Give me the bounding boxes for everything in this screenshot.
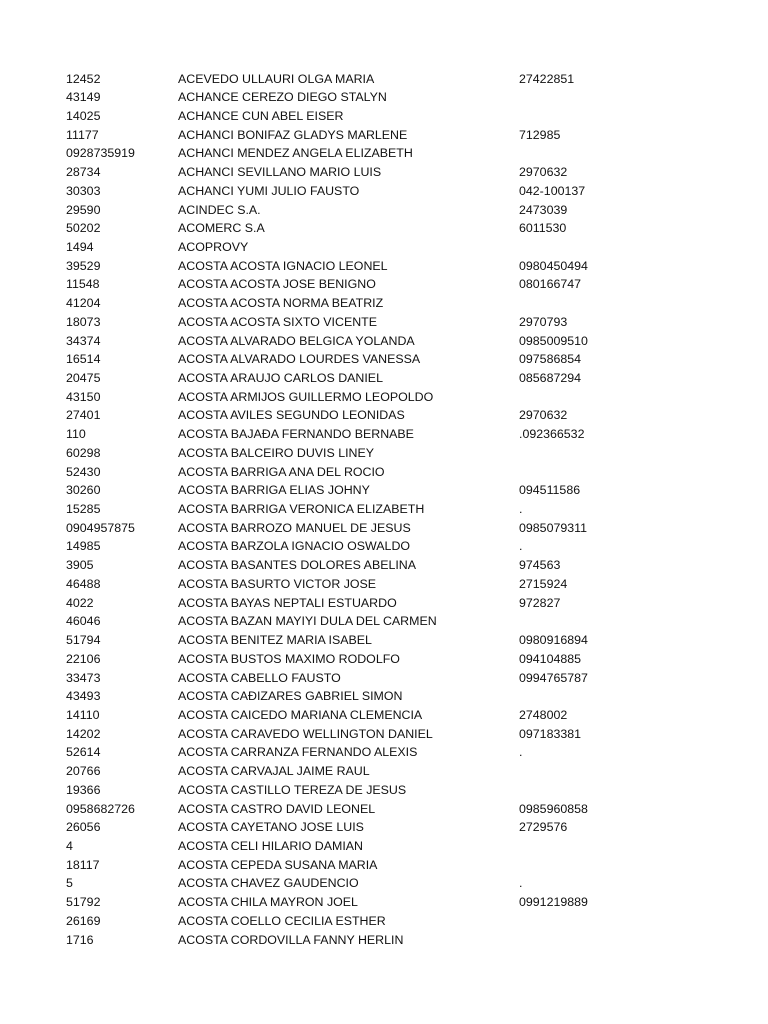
table-row <box>0 369 768 388</box>
row-code: 34374 <box>66 333 101 348</box>
row-name: ACOSTA BARRIGA VERONICA ELIZABETH <box>178 502 425 517</box>
row-code: 43150 <box>66 389 101 404</box>
row-code: 5 <box>66 876 73 891</box>
row-name: ACOSTA ACOSTA IGNACIO LEONEL <box>178 258 388 273</box>
table-row <box>0 294 768 313</box>
table-row <box>0 388 768 407</box>
row-phone: 0985960858 <box>519 801 588 816</box>
table-row <box>0 537 768 556</box>
row-code: 33473 <box>66 670 101 685</box>
row-code: 28734 <box>66 165 101 180</box>
row-code: 60298 <box>66 445 101 460</box>
row-name: ACOSTA COELLO CECILIA ESTHER <box>178 913 386 928</box>
table-row <box>0 332 768 351</box>
row-code: 0958682726 <box>66 801 135 816</box>
table-row <box>0 912 768 931</box>
row-name: ACHANCE CEREZO DIEGO STALYN <box>178 90 387 105</box>
row-code: 41204 <box>66 296 101 311</box>
table-row <box>0 575 768 594</box>
row-code: 43493 <box>66 689 101 704</box>
row-code: 1716 <box>66 932 94 947</box>
row-phone: 0985009510 <box>519 333 588 348</box>
row-name: ACOMERC S.A <box>178 221 265 236</box>
table-row <box>0 706 768 725</box>
table-row <box>0 500 768 519</box>
row-code: 15285 <box>66 502 101 517</box>
row-phone: 2715924 <box>519 576 568 591</box>
row-name: ACOSTA CASTRO DAVID LEONEL <box>178 801 376 816</box>
row-code: 51794 <box>66 633 101 648</box>
row-code: 0904957875 <box>66 520 135 535</box>
row-phone: 2970632 <box>519 408 568 423</box>
row-name: ACEVEDO ULLAURI OLGA MARIA <box>178 71 375 86</box>
table-row <box>0 556 768 575</box>
row-code: 1494 <box>66 239 94 254</box>
row-phone: 097586854 <box>519 352 582 367</box>
row-name: ACOSTA BARROZO MANUEL DE JESUS <box>178 520 411 535</box>
table-row <box>0 612 768 631</box>
table-row <box>0 519 768 538</box>
row-name: ACOSTA CAYETANO JOSE LUIS <box>178 820 364 835</box>
table-row <box>0 800 768 819</box>
table-row <box>0 931 768 950</box>
row-name: ACOSTA BAJAÐA FERNANDO BERNABE <box>178 427 414 442</box>
row-name: ACOSTA BARRIGA ANA DEL ROCIO <box>178 464 385 479</box>
row-phone: . <box>519 745 523 760</box>
row-code: 43149 <box>66 90 101 105</box>
table-row <box>0 107 768 126</box>
row-name: ACOSTA CORDOVILLA FANNY HERLIN <box>178 932 404 947</box>
row-name: ACHANCE CUN ABEL EISER <box>178 108 344 123</box>
row-name: ACOSTA CAÐIZARES GABRIEL SIMON <box>178 689 403 704</box>
table-row <box>0 144 768 163</box>
row-phone: 097183381 <box>519 726 582 741</box>
row-name: ACOSTA ACOSTA NORMA BEATRIZ <box>178 296 384 311</box>
table-row <box>0 594 768 613</box>
table-row <box>0 743 768 762</box>
row-code: 18117 <box>66 857 100 872</box>
row-phone: .092366532 <box>519 427 585 442</box>
table-row <box>0 88 768 107</box>
row-code: 26056 <box>66 820 101 835</box>
table-row <box>0 631 768 650</box>
table-row <box>0 126 768 145</box>
row-phone: 094511586 <box>519 483 581 498</box>
row-code: 11548 <box>66 277 100 292</box>
row-code: 52614 <box>66 745 101 760</box>
row-code: 0928735919 <box>66 146 135 161</box>
row-phone: 0994765787 <box>519 670 588 685</box>
table-row <box>0 874 768 893</box>
row-code: 29590 <box>66 202 101 217</box>
row-phone: 974563 <box>519 558 561 573</box>
table-row <box>0 70 768 89</box>
row-name: ACOSTA BALCEIRO DUVIS LINEY <box>178 445 375 460</box>
table-row <box>0 257 768 276</box>
row-code: 26169 <box>66 913 101 928</box>
contact-list-table <box>0 70 768 950</box>
table-row <box>0 313 768 332</box>
table-row <box>0 856 768 875</box>
table-row <box>0 163 768 182</box>
row-code: 14110 <box>66 707 100 722</box>
row-code: 39529 <box>66 258 101 273</box>
table-row <box>0 687 768 706</box>
row-code: 3905 <box>66 558 94 573</box>
row-code: 4022 <box>66 595 94 610</box>
table-row <box>0 444 768 463</box>
row-name: ACOSTA CHILA MAYRON JOEL <box>178 895 358 910</box>
row-phone: 080166747 <box>519 277 582 292</box>
row-name: ACOSTA BASURTO VICTOR JOSE <box>178 576 377 591</box>
row-name: ACOSTA ARMIJOS GUILLERMO LEOPOLDO <box>178 389 434 404</box>
table-row <box>0 781 768 800</box>
row-name: ACOSTA CARVAJAL JAIME RAUL <box>178 764 370 779</box>
table-row <box>0 201 768 220</box>
row-name: ACOSTA CARRANZA FERNANDO ALEXIS <box>178 745 418 760</box>
row-code: 19366 <box>66 782 101 797</box>
row-name: ACHANCI YUMI JULIO FAUSTO <box>178 183 360 198</box>
row-phone: . <box>519 876 523 891</box>
row-name: ACOSTA CASTILLO TEREZA DE JESUS <box>178 782 407 797</box>
row-name: ACOSTA CHAVEZ GAUDENCIO <box>178 876 359 891</box>
row-name: ACOSTA BAZAN MAYIYI DULA DEL CARMEN <box>178 614 437 629</box>
row-name: ACOSTA BARRIGA ELIAS JOHNY <box>178 483 370 498</box>
table-row <box>0 182 768 201</box>
row-name: ACOSTA CARAVEDO WELLINGTON DANIEL <box>178 726 433 741</box>
row-name: ACOSTA ACOSTA SIXTO VICENTE <box>178 314 377 329</box>
row-phone: 0980916894 <box>519 633 588 648</box>
row-phone: 2729576 <box>519 820 568 835</box>
row-code: 30303 <box>66 183 101 198</box>
row-phone: 2748002 <box>519 707 568 722</box>
row-code: 16514 <box>66 352 101 367</box>
row-code: 18073 <box>66 314 101 329</box>
row-name: ACOSTA ALVARADO LOURDES VANESSA <box>178 352 421 367</box>
row-name: ACOSTA BENITEZ MARIA ISABEL <box>178 633 372 648</box>
row-phone: 972827 <box>519 595 561 610</box>
row-code: 4 <box>66 838 73 853</box>
row-name: ACOSTA CAICEDO MARIANA CLEMENCIA <box>178 707 423 722</box>
row-code: 20766 <box>66 764 101 779</box>
table-row <box>0 463 768 482</box>
table-row <box>0 350 768 369</box>
row-code: 20475 <box>66 371 101 385</box>
row-code: 50202 <box>66 221 101 236</box>
row-phone: 085687294 <box>519 371 582 385</box>
row-code: 30260 <box>66 483 101 498</box>
row-name: ACOSTA BARZOLA IGNACIO OSWALDO <box>178 539 411 554</box>
row-code: 27401 <box>66 408 101 423</box>
row-name: ACOSTA BAYAS NEPTALI ESTUARDO <box>178 595 397 610</box>
row-code: 110 <box>66 427 86 442</box>
row-name: ACOSTA CELI HILARIO DAMIAN <box>178 838 363 853</box>
table-row <box>0 818 768 837</box>
row-name: ACOPROVY <box>178 239 249 254</box>
row-phone: 2970632 <box>519 165 568 180</box>
row-name: ACOSTA BASANTES DOLORES ABELINA <box>178 558 417 573</box>
row-phone: 2473039 <box>519 202 568 217</box>
row-name: ACHANCI BONIFAZ GLADYS MARLENE <box>178 127 408 142</box>
row-phone: 0980450494 <box>519 258 588 273</box>
row-phone: 712985 <box>519 127 561 142</box>
row-phone: 0991219889 <box>519 895 588 910</box>
row-phone: . <box>519 539 523 554</box>
table-row <box>0 762 768 781</box>
table-row <box>0 481 768 500</box>
row-code: 14025 <box>66 108 101 123</box>
row-phone: 27422851 <box>519 71 575 86</box>
row-name: ACOSTA ACOSTA JOSE BENIGNO <box>178 277 376 292</box>
row-phone: . <box>519 502 523 517</box>
table-row <box>0 669 768 688</box>
row-name: ACHANCI MENDEZ ANGELA ELIZABETH <box>178 146 413 161</box>
row-code: 12452 <box>66 71 101 86</box>
row-code: 11177 <box>66 127 99 142</box>
table-row <box>0 650 768 669</box>
row-name: ACOSTA CEPEDA SUSANA MARIA <box>178 857 378 872</box>
row-phone: 042-100137 <box>519 183 586 198</box>
row-code: 14985 <box>66 539 101 554</box>
row-phone: 2970793 <box>519 314 568 329</box>
table-row <box>0 893 768 912</box>
row-code: 46046 <box>66 614 101 629</box>
row-phone: 0985079311 <box>519 520 587 535</box>
row-name: ACOSTA AVILES SEGUNDO LEONIDAS <box>178 408 405 423</box>
row-phone: 6011530 <box>519 221 567 236</box>
table-row <box>0 238 768 257</box>
table-row <box>0 725 768 744</box>
row-code: 52430 <box>66 464 101 479</box>
row-name: ACHANCI SEVILLANO MARIO LUIS <box>178 165 382 180</box>
table-row <box>0 425 768 444</box>
row-name: ACOSTA BUSTOS MAXIMO RODOLFO <box>178 651 400 666</box>
row-code: 46488 <box>66 576 101 591</box>
row-name: ACOSTA CABELLO FAUSTO <box>178 670 341 685</box>
row-code: 22106 <box>66 651 101 666</box>
row-name: ACOSTA ALVARADO BELGICA YOLANDA <box>178 333 415 348</box>
table-row <box>0 275 768 294</box>
row-code: 51792 <box>66 895 101 910</box>
row-code: 14202 <box>66 726 101 741</box>
row-name: ACINDEC S.A. <box>178 202 261 217</box>
table-row <box>0 406 768 425</box>
row-name: ACOSTA ARAUJO CARLOS DANIEL <box>178 371 383 385</box>
row-phone: 094104885 <box>519 651 582 666</box>
table-row <box>0 219 768 238</box>
table-row <box>0 837 768 856</box>
